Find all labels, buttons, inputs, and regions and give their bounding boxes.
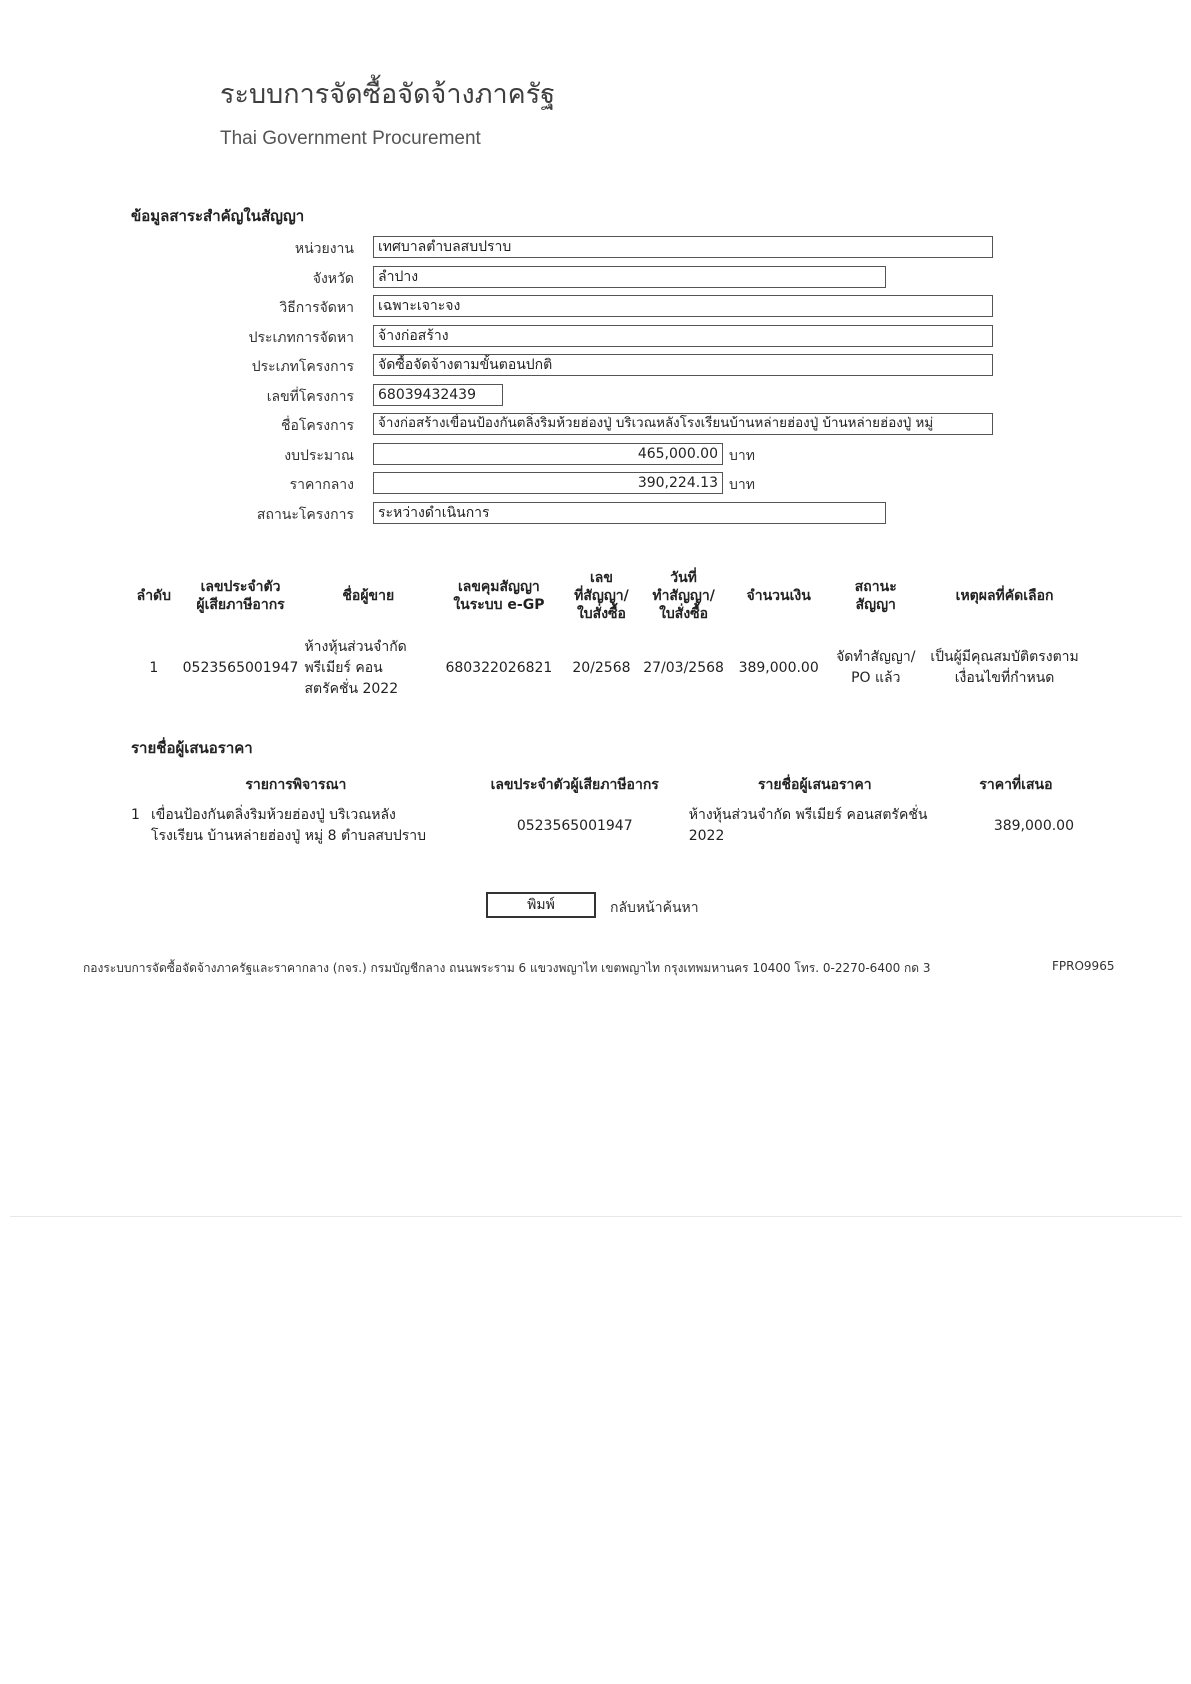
- bidder-row-no: 1: [131, 807, 140, 823]
- row-reason-line1: เป็นผู้มีคุณสมบัติตรงตาม: [930, 649, 1079, 665]
- budget-field: 465,000.00: [373, 443, 723, 465]
- divider: [10, 1216, 1182, 1217]
- col-status-line1: สถานะ: [854, 579, 897, 595]
- col-status: [830, 560, 921, 632]
- contract-table-header: [128, 560, 1088, 632]
- back-to-search-link[interactable]: กลับหน้าค้นหา: [610, 900, 699, 916]
- bidder-row-tax-id: 0523565001947: [516, 817, 633, 834]
- col-contract-no-line1: เลข: [589, 570, 613, 586]
- row-tax-id: 0523565001947: [182, 659, 299, 676]
- bidder-item-text: [151, 805, 426, 847]
- col-bidder-name: รายชื่อผู้เสนอราคา: [757, 777, 872, 793]
- row-contract-no: 20/2568: [572, 659, 631, 676]
- row-reason: [921, 632, 1088, 704]
- contract-summary-heading: ข้อมูลสาระสำคัญในสัญญา: [131, 207, 305, 225]
- project-type-label: ประเภทโครงการ: [251, 359, 354, 375]
- procurement-type-label: ประเภทการจัดหา: [248, 330, 354, 346]
- project-status-label: สถานะโครงการ: [256, 507, 354, 523]
- col-contract-date-line3: ใบสั่งซื้อ: [659, 606, 709, 622]
- row-vendor-line1: ห้างหุ้นส่วนจำกัด: [304, 638, 407, 655]
- row-amount: 389,000.00: [738, 659, 819, 676]
- col-egp-no: [435, 560, 563, 632]
- col-contract-no-line3: ใบสั่งซื้อ: [576, 606, 626, 622]
- col-no: ลำดับ: [136, 588, 172, 604]
- median-price-unit: บาท: [729, 477, 755, 493]
- project-status-field: ระหว่างดำเนินการ: [373, 502, 886, 524]
- bidders-heading: รายชื่อผู้เสนอราคา: [131, 739, 253, 757]
- row-reason-line2: เงื่อนไขที่กำหนด: [954, 670, 1055, 686]
- col-reason: เหตุผลที่คัดเลือก: [955, 588, 1054, 604]
- method-field: เฉพาะเจาะจง: [373, 295, 993, 317]
- row-egp-no: 680322026821: [445, 659, 553, 676]
- project-name-label: ชื่อโครงการ: [280, 418, 354, 434]
- table-row: [128, 632, 1088, 704]
- procurement-type-field: จ้างก่อสร้าง: [373, 325, 993, 347]
- col-price: ราคาที่เสนอ: [979, 777, 1053, 793]
- agency-label: หน่วยงาน: [294, 241, 354, 257]
- col-contract-date-line2: ทำสัญญา/: [652, 588, 715, 604]
- footer-code: FPRO9965: [1052, 959, 1115, 973]
- col-amount: จำนวนเงิน: [746, 588, 811, 604]
- col-contract-date: [640, 560, 727, 632]
- bidders-table-header: [128, 770, 1088, 800]
- project-no-label: เลขที่โครงการ: [266, 389, 354, 405]
- col-tax-id-line2: ผู้เสียภาษีอากร: [196, 597, 285, 613]
- col-egp-no-line1: เลขคุมสัญญา: [457, 579, 540, 595]
- contract-table: [128, 560, 1088, 704]
- row-contract-date: 27/03/2568: [643, 659, 724, 676]
- row-status: [830, 632, 921, 704]
- budget-label: งบประมาณ: [284, 448, 354, 464]
- col-tax-id: [180, 560, 302, 632]
- col-item: รายการพิจารณา: [245, 777, 347, 793]
- bidder-row-name: [686, 800, 944, 852]
- project-no-field: 68039432439: [373, 384, 503, 406]
- bidder-name-line1: ห้างหุ้นส่วนจำกัด พรีเมียร์ คอนสตรัคชั่น: [688, 807, 928, 823]
- col-egp-no-line2: ในระบบ e-GP: [453, 597, 545, 613]
- agency-field: เทศบาลตำบลสบปราบ: [373, 236, 993, 258]
- province-field: ลำปาง: [373, 266, 886, 288]
- print-button[interactable]: พิมพ์: [486, 892, 596, 918]
- footer-address: กองระบบการจัดซื้อจัดจ้างภาครัฐและราคากลาง (กจร.) กรมบัญชีกลาง ถนนพระราม 6 แขวงพญาไท เขตพญาไท กรุงเทพมหานคร 10400 โทร. 0-2270-6400 กด 3: [83, 961, 931, 975]
- median-price-label: ราคากลาง: [289, 477, 354, 493]
- col-vendor: ชื่อผู้ขาย: [342, 588, 395, 604]
- bidder-name-line2: 2022: [688, 828, 725, 844]
- bidder-row-item: [128, 800, 464, 852]
- col-contract-date-line1: วันที่: [670, 570, 697, 586]
- col-contract-no-line2: ที่สัญญา/: [574, 588, 629, 604]
- page-title: ระบบการจัดซื้อจัดจ้างภาครัฐ: [220, 79, 556, 110]
- bidders-table: [128, 770, 1088, 852]
- bidder-item-line2: โรงเรียน บ้านหล่ายฮ่องปู่ หมู่ 8 ตำบลสบปราบ: [151, 828, 426, 844]
- method-label: วิธีการจัดหา: [279, 300, 354, 316]
- budget-unit: บาท: [729, 448, 755, 464]
- row-status-line2: PO แล้ว: [851, 670, 901, 686]
- project-type-field: จัดซื้อจัดจ้างตามขั้นตอนปกติ: [373, 354, 993, 376]
- project-name-field: จ้างก่อสร้างเขื่อนป้องกันตลิ่งริมห้วยฮ่องปู่ บริเวณหลังโรงเรียนบ้านหล่ายฮ่องปู่ บ้านหล่ายฮ่องปู่ หมู่: [373, 413, 993, 435]
- col-status-line2: สัญญา: [855, 597, 896, 613]
- page-subtitle: Thai Government Procurement: [220, 128, 481, 149]
- row-no: 1: [149, 659, 159, 676]
- province-label: จังหวัด: [312, 271, 354, 287]
- bidder-row-price: 389,000.00: [993, 817, 1074, 834]
- table-row: [128, 800, 1088, 852]
- bidder-item-line1: เขื่อนป้องกันตลิ่งริมห้วยฮ่องปู่ บริเวณหลัง: [151, 807, 396, 823]
- median-price-field: 390,224.13: [373, 472, 723, 494]
- col-contract-no: [563, 560, 641, 632]
- col-tax-id-line1: เลขประจำตัว: [200, 579, 281, 595]
- row-vendor-line3: สตรัคชั่น 2022: [304, 680, 399, 697]
- bidder-item-wrap: [131, 805, 461, 847]
- col-bidder-tax-id: เลขประจำตัวผู้เสียภาษีอากร: [490, 777, 659, 793]
- row-status-line1: จัดทำสัญญา/: [836, 649, 916, 665]
- row-vendor: [301, 632, 435, 704]
- row-vendor-line2: พรีเมียร์ คอน: [304, 659, 383, 676]
